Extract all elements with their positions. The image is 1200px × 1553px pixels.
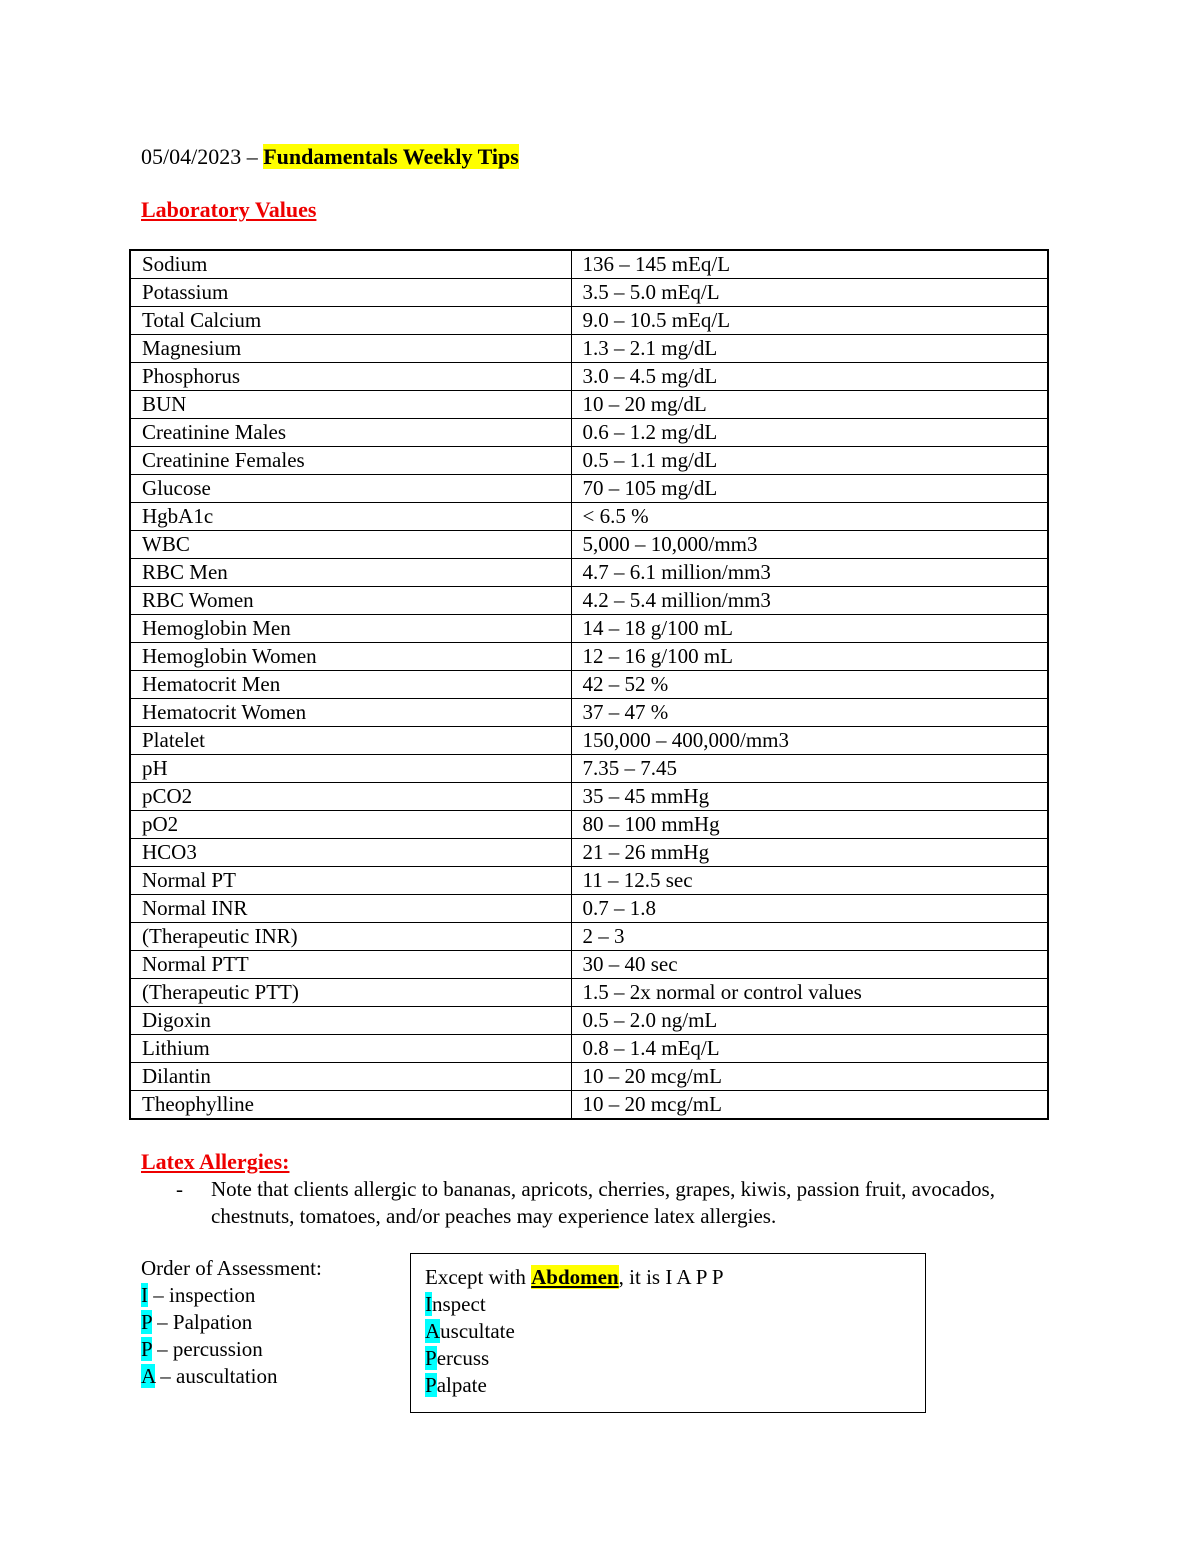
lab-values-table bbox=[129, 249, 1049, 1120]
table-row bbox=[130, 671, 1048, 699]
lab-test-value: 1.3 – 2.1 mg/dL bbox=[571, 335, 1048, 363]
table-row bbox=[130, 559, 1048, 587]
table-row bbox=[130, 419, 1048, 447]
table-row bbox=[130, 587, 1048, 615]
abdomen-letter: P bbox=[425, 1346, 437, 1370]
table-row bbox=[130, 727, 1048, 755]
table-row bbox=[130, 335, 1048, 363]
document-title bbox=[141, 143, 519, 171]
table-row bbox=[130, 615, 1048, 643]
abdomen-text: uscultate bbox=[440, 1319, 515, 1343]
lab-test-name: Hemoglobin Women bbox=[130, 643, 571, 671]
lab-test-name: RBC Men bbox=[130, 559, 571, 587]
title-text: Fundamentals Weekly Tips bbox=[263, 144, 519, 169]
table-row bbox=[130, 643, 1048, 671]
lab-test-name: Creatinine Males bbox=[130, 419, 571, 447]
abdomen-prefix: Except with bbox=[425, 1265, 532, 1289]
order-text: – auscultation bbox=[155, 1364, 278, 1388]
lab-test-value: 0.8 – 1.4 mEq/L bbox=[571, 1035, 1048, 1063]
lab-test-value: 10 – 20 mg/dL bbox=[571, 391, 1048, 419]
lab-test-name: Digoxin bbox=[130, 1007, 571, 1035]
order-of-assessment bbox=[141, 1255, 322, 1390]
lab-test-value: 7.35 – 7.45 bbox=[571, 755, 1048, 783]
lab-test-value: 42 – 52 % bbox=[571, 671, 1048, 699]
table-row bbox=[130, 1007, 1048, 1035]
lab-test-value: 3.5 – 5.0 mEq/L bbox=[571, 279, 1048, 307]
lab-test-name: Normal PTT bbox=[130, 951, 571, 979]
lab-test-value: 37 – 47 % bbox=[571, 699, 1048, 727]
order-letter: I bbox=[141, 1283, 148, 1307]
lab-test-name: Hemoglobin Men bbox=[130, 615, 571, 643]
abdomen-item bbox=[425, 1372, 724, 1399]
order-heading: Order of Assessment: bbox=[141, 1256, 322, 1280]
lab-test-name: Magnesium bbox=[130, 335, 571, 363]
abdomen-item bbox=[425, 1291, 724, 1318]
abdomen-letter: A bbox=[425, 1319, 441, 1343]
lab-test-value: 3.0 – 4.5 mg/dL bbox=[571, 363, 1048, 391]
title-separator: – bbox=[241, 144, 264, 169]
abdomen-letter: I bbox=[425, 1292, 432, 1316]
lab-test-value: 70 – 105 mg/dL bbox=[571, 475, 1048, 503]
lab-test-value: 1.5 – 2x normal or control values bbox=[571, 979, 1048, 1007]
lab-test-name: WBC bbox=[130, 531, 571, 559]
table-row bbox=[130, 811, 1048, 839]
table-row bbox=[130, 979, 1048, 1007]
abdomen-exception-box bbox=[410, 1253, 926, 1413]
lab-test-name: Glucose bbox=[130, 475, 571, 503]
lab-test-name: pCO2 bbox=[130, 783, 571, 811]
lab-test-name: Normal PT bbox=[130, 867, 571, 895]
latex-note-text: Note that clients allergic to bananas, apricots, cherries, grapes, kiwis, passion fruit, avocados, chestnuts, tomatoes, and/or peaches may experience latex allergies. bbox=[211, 1177, 995, 1228]
lab-test-value: 2 – 3 bbox=[571, 923, 1048, 951]
lab-test-value: 0.7 – 1.8 bbox=[571, 895, 1048, 923]
latex-allergies-heading: Latex Allergies: bbox=[141, 1149, 290, 1174]
table-row bbox=[130, 895, 1048, 923]
abdomen-text: alpate bbox=[436, 1373, 487, 1397]
lab-test-value: 21 – 26 mmHg bbox=[571, 839, 1048, 867]
lab-test-value: 10 – 20 mcg/mL bbox=[571, 1063, 1048, 1091]
order-item bbox=[141, 1282, 322, 1309]
table-row bbox=[130, 755, 1048, 783]
order-text: – percussion bbox=[151, 1337, 263, 1361]
table-row bbox=[130, 1035, 1048, 1063]
lab-test-value: 0.5 – 2.0 ng/mL bbox=[571, 1007, 1048, 1035]
lab-test-value: 14 – 18 g/100 mL bbox=[571, 615, 1048, 643]
lab-test-name: Hematocrit Women bbox=[130, 699, 571, 727]
lab-test-name: Platelet bbox=[130, 727, 571, 755]
lab-test-name: RBC Women bbox=[130, 587, 571, 615]
lab-test-value: 9.0 – 10.5 mEq/L bbox=[571, 307, 1048, 335]
lab-test-name: Total Calcium bbox=[130, 307, 571, 335]
table-row bbox=[130, 839, 1048, 867]
lab-test-name: Sodium bbox=[130, 250, 571, 279]
lab-test-name: Potassium bbox=[130, 279, 571, 307]
table-row bbox=[130, 923, 1048, 951]
order-text: – inspection bbox=[148, 1283, 256, 1307]
lab-test-value: 10 – 20 mcg/mL bbox=[571, 1091, 1048, 1120]
lab-test-name: Phosphorus bbox=[130, 363, 571, 391]
lab-test-name: (Therapeutic PTT) bbox=[130, 979, 571, 1007]
lab-test-value: 11 – 12.5 sec bbox=[571, 867, 1048, 895]
abdomen-letter: P bbox=[425, 1373, 437, 1397]
table-row bbox=[130, 1091, 1048, 1120]
lab-test-name: HCO3 bbox=[130, 839, 571, 867]
table-row bbox=[130, 951, 1048, 979]
lab-test-value: 12 – 16 g/100 mL bbox=[571, 643, 1048, 671]
lab-test-name: Dilantin bbox=[130, 1063, 571, 1091]
lab-test-name: (Therapeutic INR) bbox=[130, 923, 571, 951]
lab-test-value: 0.6 – 1.2 mg/dL bbox=[571, 419, 1048, 447]
lab-test-name: HgbA1c bbox=[130, 503, 571, 531]
lab-test-name: Normal INR bbox=[130, 895, 571, 923]
lab-test-value: 136 – 145 mEq/L bbox=[571, 250, 1048, 279]
lab-test-name: Hematocrit Men bbox=[130, 671, 571, 699]
order-item bbox=[141, 1363, 322, 1390]
abdomen-text: nspect bbox=[432, 1292, 486, 1316]
bullet-marker: - bbox=[176, 1177, 183, 1201]
table-row bbox=[130, 307, 1048, 335]
table-row bbox=[130, 503, 1048, 531]
order-item bbox=[141, 1309, 322, 1336]
lab-test-name: Theophylline bbox=[130, 1091, 571, 1120]
abdomen-text: ercuss bbox=[436, 1346, 490, 1370]
lab-test-value: 0.5 – 1.1 mg/dL bbox=[571, 447, 1048, 475]
lab-test-name: BUN bbox=[130, 391, 571, 419]
lab-test-value: 150,000 – 400,000/mm3 bbox=[571, 727, 1048, 755]
date-text: 05/04/2023 bbox=[141, 144, 242, 169]
lab-test-value: 30 – 40 sec bbox=[571, 951, 1048, 979]
abdomen-highlight: Abdomen bbox=[531, 1265, 619, 1289]
table-row bbox=[130, 1063, 1048, 1091]
table-row bbox=[130, 391, 1048, 419]
abdomen-box-title bbox=[425, 1264, 724, 1291]
lab-test-name: Creatinine Females bbox=[130, 447, 571, 475]
table-row bbox=[130, 363, 1048, 391]
lab-test-value: 35 – 45 mmHg bbox=[571, 783, 1048, 811]
lab-test-name: Lithium bbox=[130, 1035, 571, 1063]
lab-test-value: < 6.5 % bbox=[571, 503, 1048, 531]
lab-test-name: pH bbox=[130, 755, 571, 783]
table-row bbox=[130, 475, 1048, 503]
table-row bbox=[130, 531, 1048, 559]
order-letter: P bbox=[141, 1310, 152, 1334]
abdomen-suffix: , it is I A P P bbox=[618, 1265, 724, 1289]
order-letter: A bbox=[141, 1364, 156, 1388]
lab-test-value: 80 – 100 mmHg bbox=[571, 811, 1048, 839]
abdomen-item bbox=[425, 1318, 724, 1345]
table-row bbox=[130, 279, 1048, 307]
laboratory-values-heading: Laboratory Values bbox=[141, 197, 317, 222]
order-letter: P bbox=[141, 1337, 152, 1361]
lab-test-name: pO2 bbox=[130, 811, 571, 839]
table-row bbox=[130, 447, 1048, 475]
order-text: – Palpation bbox=[151, 1310, 253, 1334]
table-row bbox=[130, 783, 1048, 811]
table-row bbox=[130, 867, 1048, 895]
order-item bbox=[141, 1336, 322, 1363]
table-row bbox=[130, 250, 1048, 279]
lab-test-value: 4.7 – 6.1 million/mm3 bbox=[571, 559, 1048, 587]
abdomen-item bbox=[425, 1345, 724, 1372]
table-row bbox=[130, 699, 1048, 727]
lab-test-value: 5,000 – 10,000/mm3 bbox=[571, 531, 1048, 559]
lab-test-value: 4.2 – 5.4 million/mm3 bbox=[571, 587, 1048, 615]
